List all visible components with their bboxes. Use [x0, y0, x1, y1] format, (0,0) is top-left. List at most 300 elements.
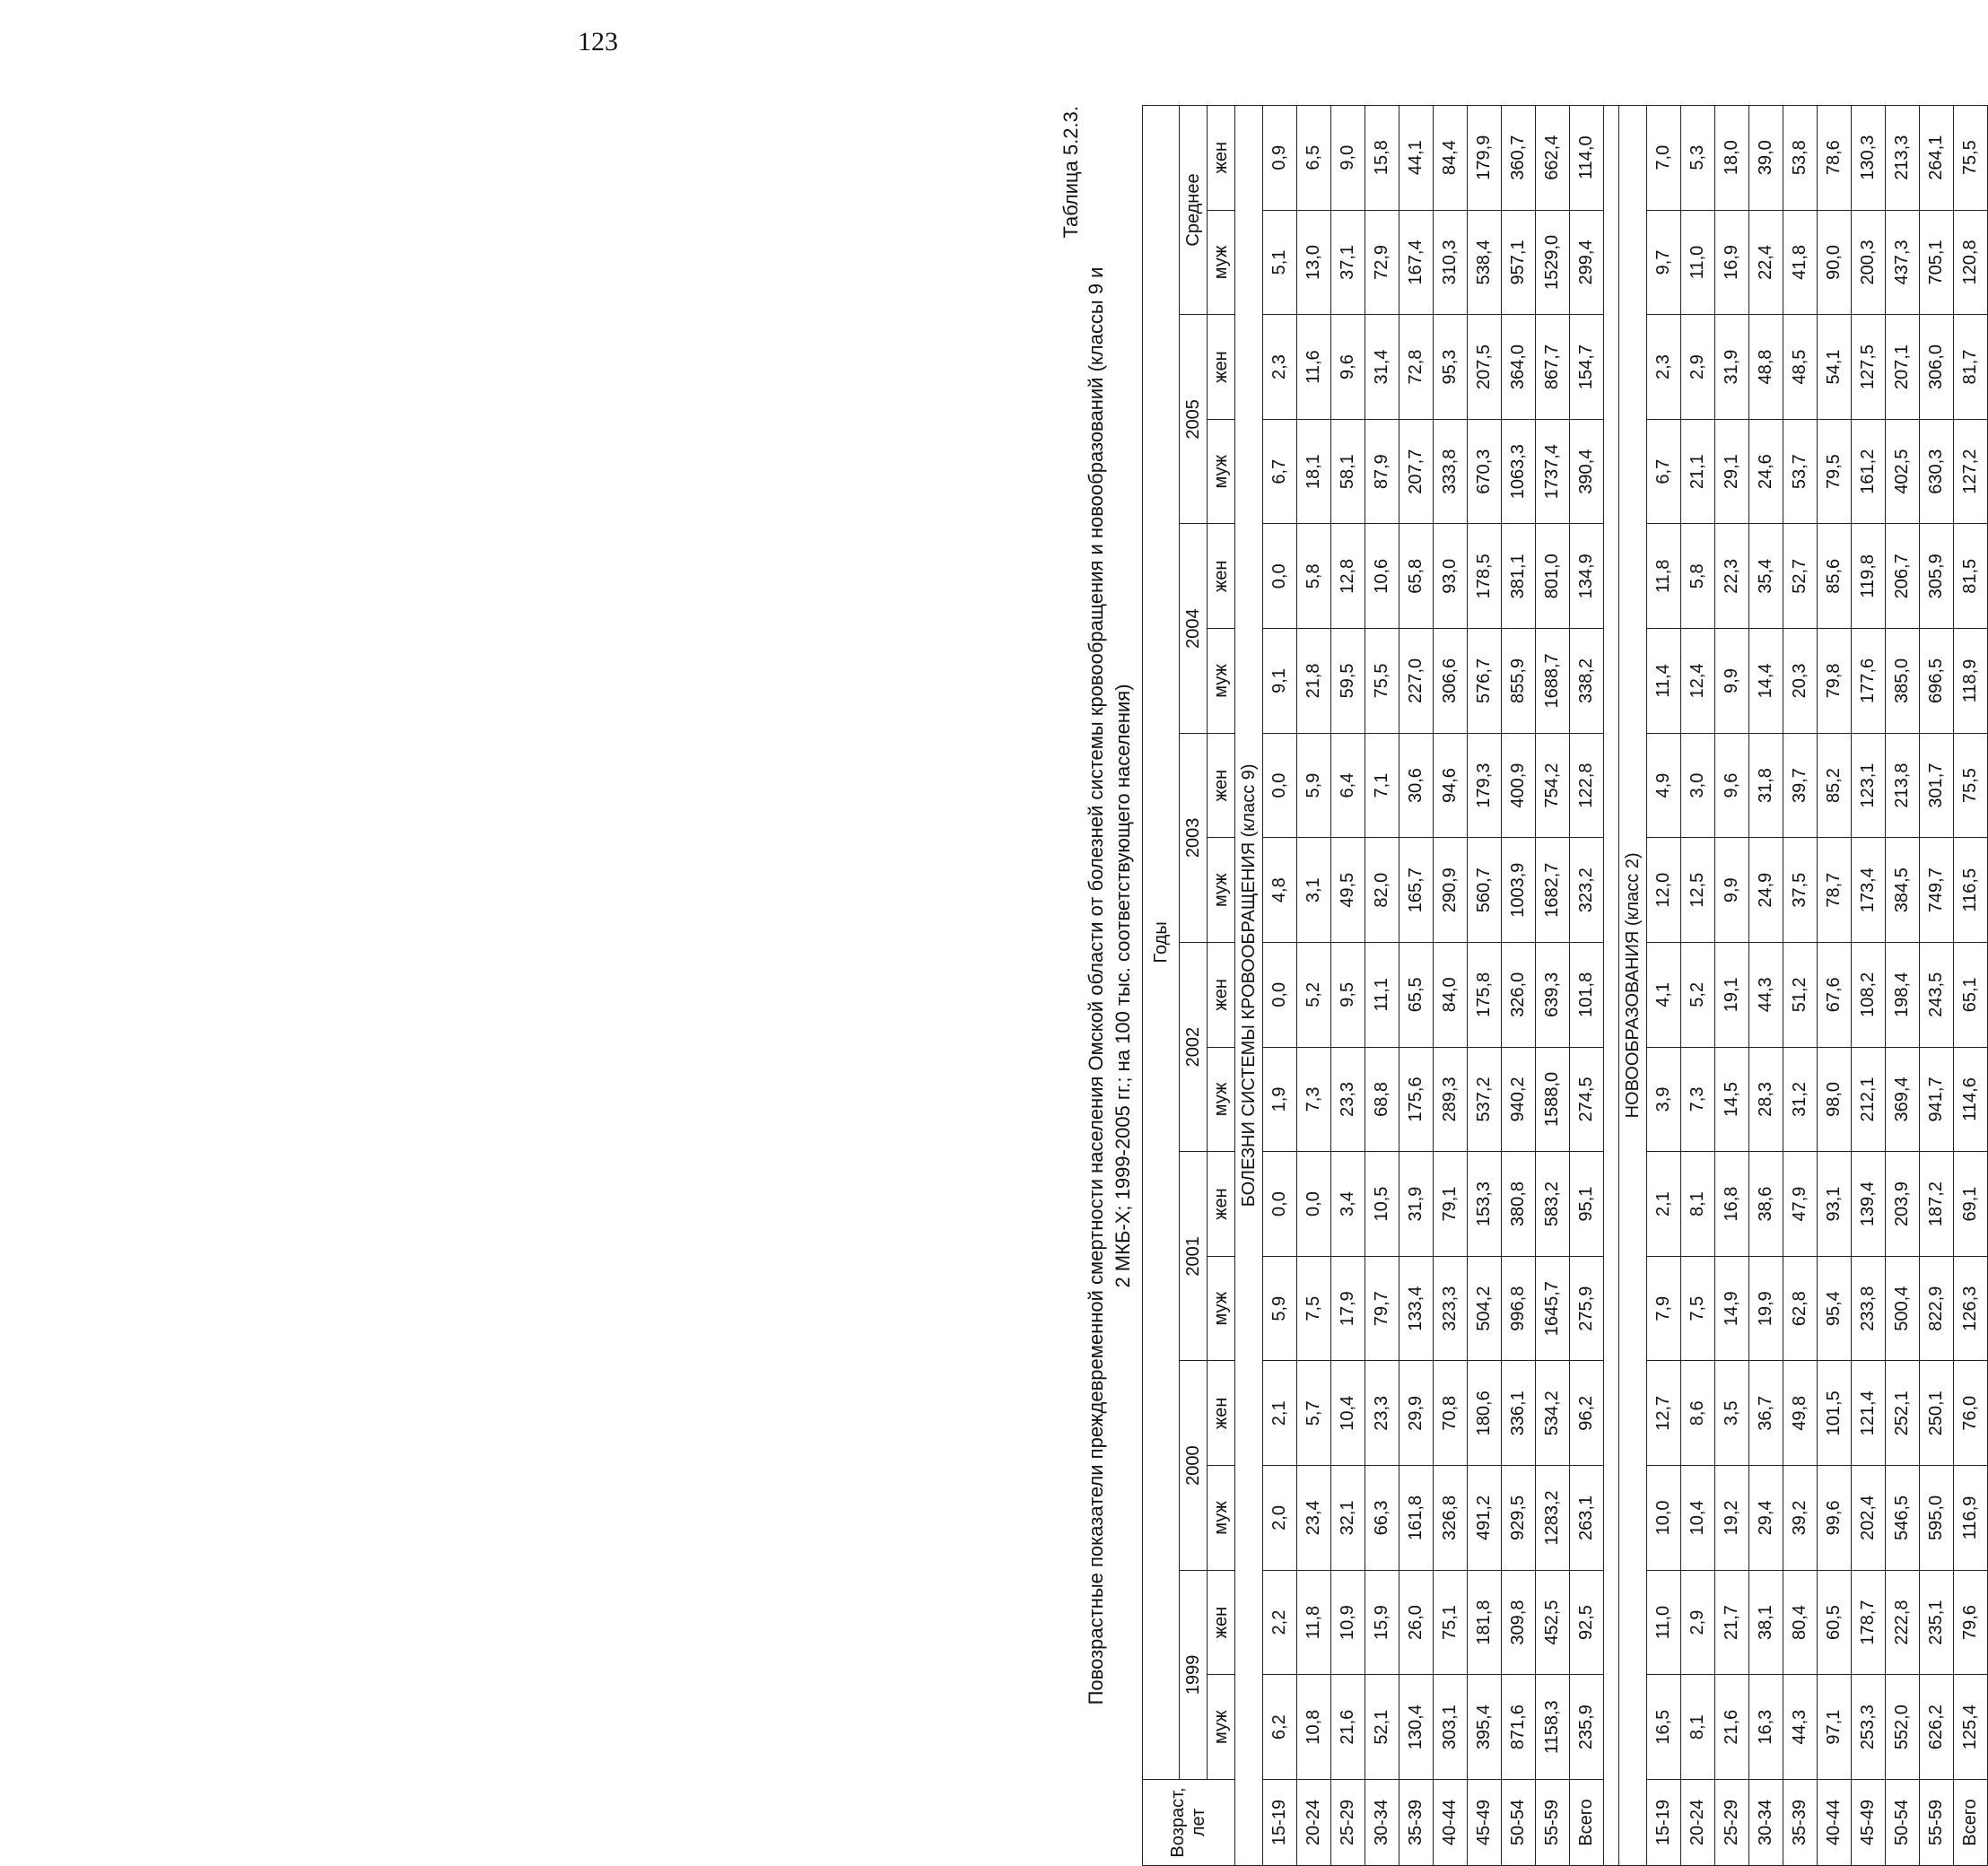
value-cell: 670,3: [1468, 419, 1502, 524]
value-cell: 9,0: [1331, 105, 1365, 210]
value-cell: 299,4: [1570, 210, 1604, 315]
value-cell: 5,8: [1681, 524, 1715, 629]
value-cell: 390,4: [1570, 419, 1604, 524]
table-title: [1083, 106, 1137, 1866]
age-header: Возраст, лет: [1143, 1780, 1235, 1866]
value-cell: 9,5: [1331, 943, 1365, 1048]
value-cell: 235,1: [1920, 1570, 1954, 1675]
value-cell: 14,4: [1749, 629, 1783, 734]
value-cell: 306,6: [1434, 629, 1468, 734]
value-cell: 5,3: [1681, 105, 1715, 210]
value-cell: 22,3: [1715, 524, 1749, 629]
value-cell: 32,1: [1331, 1466, 1365, 1571]
value-cell: 2,2: [1263, 1570, 1297, 1675]
value-cell: 1003,9: [1502, 838, 1536, 943]
value-cell: 867,7: [1536, 315, 1570, 420]
value-cell: 941,7: [1920, 1047, 1954, 1152]
value-cell: 323,2: [1570, 838, 1604, 943]
value-cell: 552,0: [1886, 1675, 1920, 1780]
value-cell: 17,9: [1331, 1256, 1365, 1361]
value-cell: 29,4: [1749, 1466, 1783, 1571]
value-cell: 1588,0: [1536, 1047, 1570, 1152]
value-cell: 5,9: [1297, 733, 1331, 838]
value-cell: 175,8: [1468, 943, 1502, 1048]
value-cell: 9,9: [1715, 838, 1749, 943]
value-cell: 595,0: [1920, 1466, 1954, 1571]
age-cell: 35-39: [1783, 1780, 1818, 1866]
sex-header-male: муж: [1208, 1256, 1235, 1361]
value-cell: 13,0: [1297, 210, 1331, 315]
value-cell: 4,8: [1263, 838, 1297, 943]
value-cell: 44,3: [1749, 943, 1783, 1048]
value-cell: 23,4: [1297, 1466, 1331, 1571]
value-cell: 79,5: [1818, 419, 1852, 524]
value-cell: 11,8: [1297, 1570, 1331, 1675]
value-cell: 75,5: [1365, 629, 1399, 734]
value-cell: 11,0: [1647, 1570, 1681, 1675]
value-cell: 19,1: [1715, 943, 1749, 1048]
value-cell: 9,9: [1715, 629, 1749, 734]
year-header: 2005: [1180, 315, 1208, 524]
value-cell: 6,4: [1331, 733, 1365, 838]
value-cell: 7,5: [1681, 1256, 1715, 1361]
value-cell: 381,1: [1502, 524, 1536, 629]
value-cell: 7,3: [1297, 1047, 1331, 1152]
value-cell: 101,5: [1818, 1361, 1852, 1466]
table-row: [1886, 105, 1920, 1865]
value-cell: 95,3: [1434, 315, 1468, 420]
table-row: [1647, 105, 1681, 1865]
table-row: [1468, 105, 1502, 1865]
value-cell: 68,8: [1365, 1047, 1399, 1152]
value-cell: 173,4: [1852, 838, 1886, 943]
value-cell: 53,7: [1783, 419, 1818, 524]
value-cell: 51,2: [1783, 943, 1818, 1048]
value-cell: 178,7: [1852, 1570, 1886, 1675]
value-cell: 7,3: [1681, 1047, 1715, 1152]
value-cell: 309,8: [1502, 1570, 1536, 1675]
section-title: НОВООБРАЗОВАНИЯ (класс 2): [1619, 105, 1647, 1865]
value-cell: 3,4: [1331, 1152, 1365, 1257]
value-cell: 39,0: [1749, 105, 1783, 210]
value-cell: 153,3: [1468, 1152, 1502, 1257]
value-cell: 929,5: [1502, 1466, 1536, 1571]
age-cell: 25-29: [1331, 1780, 1365, 1866]
value-cell: 206,7: [1886, 524, 1920, 629]
year-header: Среднее: [1180, 105, 1208, 314]
value-cell: 101,8: [1570, 943, 1604, 1048]
value-cell: 39,2: [1783, 1466, 1818, 1571]
year-header: 2001: [1180, 1152, 1208, 1361]
value-cell: 213,8: [1886, 733, 1920, 838]
value-cell: 85,2: [1818, 733, 1852, 838]
value-cell: 39,7: [1783, 733, 1818, 838]
value-cell: 16,5: [1647, 1675, 1681, 1780]
value-cell: 94,6: [1434, 733, 1468, 838]
table-row: [1502, 105, 1536, 1865]
year-header: 2004: [1180, 524, 1208, 733]
value-cell: 16,9: [1715, 210, 1749, 315]
age-cell: 35-39: [1399, 1780, 1434, 1866]
value-cell: 31,2: [1783, 1047, 1818, 1152]
value-cell: 18,0: [1715, 105, 1749, 210]
value-cell: 161,8: [1399, 1466, 1434, 1571]
value-cell: 84,0: [1434, 943, 1468, 1048]
value-cell: 1737,4: [1536, 419, 1570, 524]
value-cell: 8,6: [1681, 1361, 1715, 1466]
table-row: [1399, 105, 1434, 1865]
value-cell: 940,2: [1502, 1047, 1536, 1152]
table-row: [1920, 105, 1954, 1865]
value-cell: 395,4: [1468, 1675, 1502, 1780]
value-cell: 26,0: [1399, 1570, 1434, 1675]
value-cell: 12,7: [1647, 1361, 1681, 1466]
sex-header-female: жен: [1208, 733, 1235, 838]
value-cell: 1688,7: [1536, 629, 1570, 734]
value-cell: 21,7: [1715, 1570, 1749, 1675]
value-cell: 1645,7: [1536, 1256, 1570, 1361]
sex-header-female: жен: [1208, 1361, 1235, 1466]
value-cell: 38,6: [1749, 1152, 1783, 1257]
table-row: [1297, 105, 1331, 1865]
value-cell: 21,8: [1297, 629, 1331, 734]
value-cell: 72,8: [1399, 315, 1434, 420]
value-cell: 5,2: [1297, 943, 1331, 1048]
value-cell: 15,8: [1365, 105, 1399, 210]
value-cell: 2,3: [1263, 315, 1297, 420]
year-header: 2002: [1180, 943, 1208, 1152]
value-cell: 8,1: [1681, 1675, 1715, 1780]
value-cell: 14,5: [1715, 1047, 1749, 1152]
value-cell: 119,8: [1852, 524, 1886, 629]
value-cell: 227,0: [1399, 629, 1434, 734]
value-cell: 11,0: [1681, 210, 1715, 315]
value-cell: 47,9: [1783, 1152, 1818, 1257]
table-row: [1365, 105, 1399, 1865]
value-cell: 537,2: [1468, 1047, 1502, 1152]
value-cell: 207,5: [1468, 315, 1502, 420]
value-cell: 384,5: [1886, 838, 1920, 943]
value-cell: 336,1: [1502, 1361, 1536, 1466]
value-cell: 1063,3: [1502, 419, 1536, 524]
value-cell: 175,6: [1399, 1047, 1434, 1152]
value-cell: 250,1: [1920, 1361, 1954, 1466]
value-cell: 5,8: [1297, 524, 1331, 629]
value-cell: 9,7: [1647, 210, 1681, 315]
value-cell: 177,6: [1852, 629, 1886, 734]
age-cell: 40-44: [1818, 1780, 1852, 1866]
value-cell: 310,3: [1434, 210, 1468, 315]
value-cell: 24,6: [1749, 419, 1783, 524]
value-cell: 0,0: [1263, 733, 1297, 838]
value-cell: 233,8: [1852, 1256, 1886, 1361]
value-cell: 161,2: [1852, 419, 1886, 524]
value-cell: 125,4: [1954, 1675, 1988, 1780]
table-row: [1818, 105, 1852, 1865]
value-cell: 122,8: [1570, 733, 1604, 838]
value-cell: 87,9: [1365, 419, 1399, 524]
value-cell: 120,8: [1954, 210, 1988, 315]
value-cell: 303,1: [1434, 1675, 1468, 1780]
value-cell: 326,8: [1434, 1466, 1468, 1571]
value-cell: 114,0: [1570, 105, 1604, 210]
value-cell: 58,1: [1331, 419, 1365, 524]
value-cell: 54,1: [1818, 315, 1852, 420]
age-cell: Всего: [1570, 1780, 1604, 1866]
value-cell: 203,9: [1886, 1152, 1920, 1257]
value-cell: 41,8: [1783, 210, 1818, 315]
value-cell: 10,4: [1681, 1466, 1715, 1571]
table-row: [1715, 105, 1749, 1865]
table-number: Таблица 5.2.3.: [1059, 106, 1082, 239]
value-cell: 108,2: [1852, 943, 1886, 1048]
value-cell: 380,8: [1502, 1152, 1536, 1257]
value-cell: 116,5: [1954, 838, 1988, 943]
value-cell: 130,3: [1852, 105, 1886, 210]
value-cell: 1,9: [1263, 1047, 1297, 1152]
value-cell: 10,5: [1365, 1152, 1399, 1257]
age-cell: 15-19: [1647, 1780, 1681, 1866]
value-cell: 957,1: [1502, 210, 1536, 315]
value-cell: 10,0: [1647, 1466, 1681, 1571]
value-cell: 14,9: [1715, 1256, 1749, 1361]
value-cell: 6,5: [1297, 105, 1331, 210]
value-cell: 20,3: [1783, 629, 1818, 734]
value-cell: 5,1: [1263, 210, 1297, 315]
value-cell: 202,4: [1852, 1466, 1886, 1571]
value-cell: 1158,3: [1536, 1675, 1570, 1780]
value-cell: 29,9: [1399, 1361, 1434, 1466]
value-cell: 69,1: [1954, 1152, 1988, 1257]
value-cell: 437,3: [1886, 210, 1920, 315]
age-cell: Всего: [1954, 1780, 1988, 1866]
value-cell: 19,9: [1749, 1256, 1783, 1361]
value-cell: 263,1: [1570, 1466, 1604, 1571]
value-cell: 696,5: [1920, 629, 1954, 734]
value-cell: 1529,0: [1536, 210, 1570, 315]
value-cell: 305,9: [1920, 524, 1954, 629]
value-cell: 583,2: [1536, 1152, 1570, 1257]
value-cell: 2,9: [1681, 1570, 1715, 1675]
value-cell: 37,1: [1331, 210, 1365, 315]
value-cell: 65,5: [1399, 943, 1434, 1048]
value-cell: 855,9: [1502, 629, 1536, 734]
value-cell: 10,4: [1331, 1361, 1365, 1466]
value-cell: 1682,7: [1536, 838, 1570, 943]
value-cell: 7,1: [1365, 733, 1399, 838]
sex-header-female: жен: [1208, 524, 1235, 629]
value-cell: 38,1: [1749, 1570, 1783, 1675]
section-title: БОЛЕЗНИ СИСТЕМЫ КРОВООБРАЩЕНИЯ (класс 9): [1235, 105, 1263, 1865]
value-cell: 3,0: [1681, 733, 1715, 838]
value-cell: 24,9: [1749, 838, 1783, 943]
value-cell: 504,2: [1468, 1256, 1502, 1361]
value-cell: 48,5: [1783, 315, 1818, 420]
year-header: 1999: [1180, 1570, 1208, 1779]
value-cell: 95,4: [1818, 1256, 1852, 1361]
value-cell: 3,9: [1647, 1047, 1681, 1152]
value-cell: 21,1: [1681, 419, 1715, 524]
value-cell: 130,4: [1399, 1675, 1434, 1780]
value-cell: 402,5: [1886, 419, 1920, 524]
value-cell: 253,3: [1852, 1675, 1886, 1780]
value-cell: 7,5: [1297, 1256, 1331, 1361]
value-cell: 31,8: [1749, 733, 1783, 838]
value-cell: 93,1: [1818, 1152, 1852, 1257]
table-row: [1536, 105, 1570, 1865]
value-cell: 127,5: [1852, 315, 1886, 420]
value-cell: 93,0: [1434, 524, 1468, 629]
value-cell: 97,1: [1818, 1675, 1852, 1780]
value-cell: 200,3: [1852, 210, 1886, 315]
value-cell: 18,1: [1297, 419, 1331, 524]
value-cell: 35,4: [1749, 524, 1783, 629]
value-cell: 98,0: [1818, 1047, 1852, 1152]
value-cell: 452,5: [1536, 1570, 1570, 1675]
value-cell: 5,9: [1263, 1256, 1297, 1361]
value-cell: 1283,2: [1536, 1466, 1570, 1571]
value-cell: 10,6: [1365, 524, 1399, 629]
value-cell: 30,6: [1399, 733, 1434, 838]
value-cell: 78,7: [1818, 838, 1852, 943]
value-cell: 2,9: [1681, 315, 1715, 420]
value-cell: 80,4: [1783, 1570, 1818, 1675]
years-header: Годы: [1143, 105, 1180, 1779]
value-cell: 323,3: [1434, 1256, 1468, 1361]
value-cell: 2,1: [1647, 1152, 1681, 1257]
section-gap: [1604, 105, 1619, 1865]
sex-header-male: муж: [1208, 1675, 1235, 1780]
value-cell: 60,5: [1818, 1570, 1852, 1675]
value-cell: 996,8: [1502, 1256, 1536, 1361]
value-cell: 360,7: [1502, 105, 1536, 210]
value-cell: 31,4: [1365, 315, 1399, 420]
table-row: [1263, 105, 1297, 1865]
value-cell: 59,5: [1331, 629, 1365, 734]
value-cell: 44,3: [1783, 1675, 1818, 1780]
value-cell: 79,6: [1954, 1570, 1988, 1675]
value-cell: 48,8: [1749, 315, 1783, 420]
age-cell: 50-54: [1886, 1780, 1920, 1866]
value-cell: 21,6: [1331, 1675, 1365, 1780]
value-cell: 95,1: [1570, 1152, 1604, 1257]
value-cell: 23,3: [1331, 1047, 1365, 1152]
value-cell: 85,6: [1818, 524, 1852, 629]
age-cell: 20-24: [1681, 1780, 1715, 1866]
value-cell: 181,8: [1468, 1570, 1502, 1675]
value-cell: 222,8: [1886, 1570, 1920, 1675]
value-cell: 369,4: [1886, 1047, 1920, 1152]
value-cell: 801,0: [1536, 524, 1570, 629]
value-cell: 12,0: [1647, 838, 1681, 943]
value-cell: 534,2: [1536, 1361, 1570, 1466]
value-cell: 749,7: [1920, 838, 1954, 943]
mortality-table: [1142, 105, 1988, 1866]
age-cell: 45-49: [1852, 1780, 1886, 1866]
value-cell: 3,1: [1297, 838, 1331, 943]
sex-header-female: жен: [1208, 315, 1235, 420]
sex-header-female: жен: [1208, 943, 1235, 1048]
sex-header-male: муж: [1208, 629, 1235, 734]
value-cell: 10,8: [1297, 1675, 1331, 1780]
value-cell: 12,4: [1681, 629, 1715, 734]
value-cell: 134,9: [1570, 524, 1604, 629]
value-cell: 538,4: [1468, 210, 1502, 315]
value-cell: 12,8: [1331, 524, 1365, 629]
value-cell: 79,8: [1818, 629, 1852, 734]
value-cell: 65,8: [1399, 524, 1434, 629]
value-cell: 7,0: [1647, 105, 1681, 210]
year-header: 2000: [1180, 1361, 1208, 1570]
value-cell: 75,5: [1954, 733, 1988, 838]
value-cell: 5,2: [1681, 943, 1715, 1048]
value-cell: 871,6: [1502, 1675, 1536, 1780]
value-cell: 79,1: [1434, 1152, 1468, 1257]
sex-header-male: муж: [1208, 838, 1235, 943]
value-cell: 139,4: [1852, 1152, 1886, 1257]
value-cell: 6,2: [1263, 1675, 1297, 1780]
value-cell: 0,9: [1263, 105, 1297, 210]
value-cell: 53,8: [1783, 105, 1818, 210]
table-title-line-2: 2 МКБ-Х; 1999-2005 гг.; на 100 тыс. соответствующего населения): [1112, 684, 1134, 1288]
value-cell: 133,4: [1399, 1256, 1434, 1361]
sex-header-female: жен: [1208, 105, 1235, 210]
value-cell: 630,3: [1920, 419, 1954, 524]
age-cell: 40-44: [1434, 1780, 1468, 1866]
value-cell: 11,6: [1297, 315, 1331, 420]
value-cell: 4,9: [1647, 733, 1681, 838]
value-cell: 29,1: [1715, 419, 1749, 524]
value-cell: 121,4: [1852, 1361, 1886, 1466]
value-cell: 37,5: [1783, 838, 1818, 943]
value-cell: 118,9: [1954, 629, 1988, 734]
table-row: [1783, 105, 1818, 1865]
table-row: [1434, 105, 1468, 1865]
value-cell: 198,4: [1886, 943, 1920, 1048]
page-number: 123: [578, 27, 618, 57]
age-cell: 45-49: [1468, 1780, 1502, 1866]
value-cell: 36,7: [1749, 1361, 1783, 1466]
value-cell: 212,1: [1852, 1047, 1886, 1152]
sex-header-male: муж: [1208, 1466, 1235, 1571]
value-cell: 76,0: [1954, 1361, 1988, 1466]
value-cell: 11,4: [1647, 629, 1681, 734]
table-row: [1331, 105, 1365, 1865]
value-cell: 167,4: [1399, 210, 1434, 315]
value-cell: 179,3: [1468, 733, 1502, 838]
table-row: [1954, 105, 1988, 1865]
value-cell: 213,3: [1886, 105, 1920, 210]
age-cell: 30-34: [1365, 1780, 1399, 1866]
value-cell: 491,2: [1468, 1466, 1502, 1571]
value-cell: 180,6: [1468, 1361, 1502, 1466]
value-cell: 822,9: [1920, 1256, 1954, 1361]
value-cell: 500,4: [1886, 1256, 1920, 1361]
age-cell: 50-54: [1502, 1780, 1536, 1866]
age-cell: 55-59: [1920, 1780, 1954, 1866]
age-cell: 20-24: [1297, 1780, 1331, 1866]
value-cell: 289,3: [1434, 1047, 1468, 1152]
value-cell: 243,5: [1920, 943, 1954, 1048]
value-cell: 626,2: [1920, 1675, 1954, 1780]
value-cell: 19,2: [1715, 1466, 1749, 1571]
value-cell: 275,9: [1570, 1256, 1604, 1361]
value-cell: 49,8: [1783, 1361, 1818, 1466]
value-cell: 31,9: [1399, 1152, 1434, 1257]
value-cell: 9,6: [1715, 733, 1749, 838]
value-cell: 178,5: [1468, 524, 1502, 629]
value-cell: 326,0: [1502, 943, 1536, 1048]
